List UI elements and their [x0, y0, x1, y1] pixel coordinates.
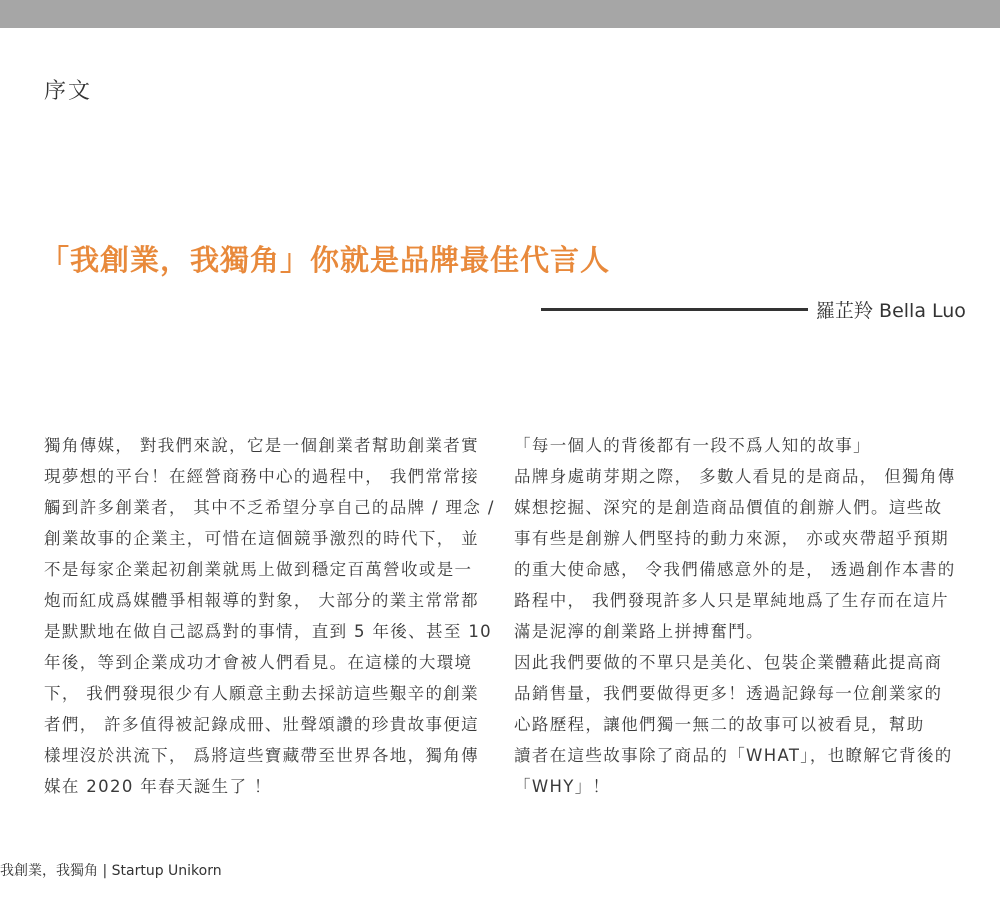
paragraph-line: 下， 我們發現很少有人願意主動去採訪這些艱辛的創業	[44, 684, 479, 703]
paragraph-line: 媒想挖掘、深究的是創造商品價值的創辦人們。這些故	[514, 498, 943, 517]
paragraph-line: 觸到許多創業者， 其中不乏希望分享自己的品牌 / 理念 /	[44, 498, 495, 517]
paragraph-line: 創業故事的企業主，可惜在這個競爭激烈的時代下， 並	[44, 529, 479, 548]
paragraph-line: 路程中， 我們發現許多人只是單純地爲了生存而在這片	[514, 591, 949, 610]
top-bar	[0, 0, 1000, 28]
paragraph-line: 心路歷程，讓他們獨一無二的故事可以被看見，幫助	[514, 715, 925, 734]
paragraph-line: 讀者在這些故事除了商品的「WHAT」，也瞭解它背後的	[514, 746, 953, 765]
page-title: 「我創業，我獨角」你就是品牌最佳代言人	[40, 243, 611, 277]
paragraph-line: 者們， 許多值得被記錄成冊、壯聲頌讚的珍貴故事便這	[44, 715, 479, 734]
paragraph-line: 品牌身處萌芽期之際， 多數人看見的是商品， 但獨角傳	[514, 467, 956, 486]
paragraph-line: 「WHY」！	[514, 777, 611, 796]
paragraph-line: 滿是泥濘的創業路上拼搏奮鬥。	[514, 622, 764, 641]
paragraph-line: 品銷售量，我們要做得更多！透過記錄每一位創業家的	[514, 684, 943, 703]
paragraph-line: 「每一個人的背後都有一段不爲人知的故事」	[514, 436, 871, 455]
paragraph-line: 炮而紅成爲媒體爭相報導的對象， 大部分的業主常常都	[44, 591, 479, 610]
left-column	[44, 430, 494, 802]
author-divider	[541, 308, 808, 311]
author-name: 羅芷羚 Bella Luo	[816, 300, 966, 322]
right-column	[514, 430, 964, 802]
paragraph-line: 不是每家企業起初創業就馬上做到穩定百萬營收或是一	[44, 560, 473, 579]
paragraph-line: 事有些是創辦人們堅持的動力來源， 亦或夾帶超乎預期	[514, 529, 949, 548]
paragraph-line: 樣埋沒於洪流下， 爲將這些寶藏帶至世界各地，獨角傳	[44, 746, 479, 765]
paragraph-line: 因此我們要做的不單只是美化、包裝企業體藉此提高商	[514, 653, 943, 672]
paragraph-line: 是默默地在做自己認爲對的事情，直到 5 年後、甚至 10	[44, 622, 493, 641]
paragraph-line: 媒在 2020 年春天誕生了 ！	[44, 777, 272, 796]
paragraph-line: 獨角傳媒， 對我們來說，它是一個創業者幫助創業者實	[44, 436, 479, 455]
paragraph-line: 現夢想的平台！在經營商務中心的過程中， 我們常常接	[44, 467, 479, 486]
section-label: 序文	[44, 79, 93, 104]
paragraph-line: 的重大使命感， 令我們備感意外的是， 透過創作本書的	[514, 560, 956, 579]
paragraph-line: 年後，等到企業成功才會被人們看見。在這樣的大環境	[44, 653, 473, 672]
page-footer: 我創業，我獨角 | Startup Unikorn	[0, 863, 222, 879]
